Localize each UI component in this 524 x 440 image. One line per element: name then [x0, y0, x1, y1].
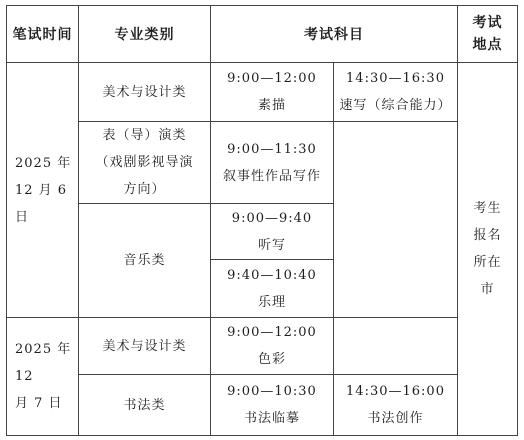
date-line: 12 月 6 日: [15, 182, 68, 225]
header-major: 专业类别: [79, 6, 211, 63]
location-line: 所在: [473, 255, 502, 270]
subject-text: 书法创作: [367, 411, 424, 426]
table-row: [7, 63, 518, 122]
major-line: 书法类: [123, 397, 166, 413]
header-location-line: 地点: [472, 37, 503, 53]
subject-text: 色彩: [257, 352, 286, 367]
major-cell: [79, 318, 211, 375]
time-text: 9:00—10:30: [227, 384, 317, 399]
major-cell: [79, 122, 211, 204]
major-line: 美术与设计类: [102, 338, 187, 354]
header-row: [7, 6, 518, 63]
subject-text: 乐理: [257, 294, 286, 310]
subject-am-cell: [211, 63, 334, 122]
subject-text: 素描: [257, 98, 286, 113]
subject-text: 叙事性作品写作: [222, 168, 321, 184]
location-line: 考生: [473, 201, 502, 216]
time-text: 9:00—11:30: [227, 141, 317, 157]
subject-pm-cell: [334, 375, 458, 436]
time-text: 9:00—9:40: [231, 210, 313, 226]
major-line: 美术与设计类: [102, 84, 187, 100]
subject-pm-cell-empty: [334, 318, 458, 375]
date-cell-day2: [7, 318, 79, 436]
major-line: 方向）: [123, 182, 166, 197]
table-row: [7, 375, 518, 436]
header-subject: 考试科目: [211, 6, 458, 63]
date-line: 2025 年 12: [15, 342, 72, 384]
table-row: [7, 318, 518, 375]
date-line: 2025 年: [15, 155, 72, 171]
subject-am-cell: [211, 122, 334, 204]
date-cell-day1: [7, 63, 79, 318]
header-date: 笔试时间: [7, 6, 79, 63]
subject-text: 速写（综合能力）: [339, 98, 452, 113]
subject-text: 听写: [257, 237, 286, 253]
time-text: 9:00—12:00: [227, 71, 317, 86]
location-cell: [458, 63, 518, 436]
subject-am-cell: [211, 260, 334, 318]
subject-am-cell: [211, 318, 334, 375]
location-line: 市: [480, 282, 495, 297]
major-line: 表（导）演类: [102, 128, 187, 143]
table-row: [7, 122, 518, 204]
major-line: 音乐类: [123, 253, 166, 268]
time-text: 14:30—16:00: [346, 384, 445, 399]
location-line: 报名: [473, 228, 502, 243]
exam-schedule-table: [6, 5, 518, 436]
header-location: [458, 6, 518, 63]
time-text: 14:30—16:30: [346, 71, 445, 86]
subject-text: 书法临摹: [243, 411, 300, 426]
time-text: 9:40—10:40: [227, 267, 317, 283]
major-cell: [79, 63, 211, 122]
major-cell: [79, 375, 211, 436]
header-location-line: 考试: [472, 15, 503, 31]
date-line: 月 7 日: [15, 396, 63, 411]
subject-pm-cell: [334, 63, 458, 122]
major-cell: [79, 204, 211, 318]
major-line: （戏剧影视导演: [95, 155, 194, 170]
subject-pm-cell-empty: [334, 122, 458, 318]
subject-am-cell: [211, 375, 334, 436]
time-text: 9:00—12:00: [227, 325, 317, 340]
subject-am-cell: [211, 204, 334, 260]
